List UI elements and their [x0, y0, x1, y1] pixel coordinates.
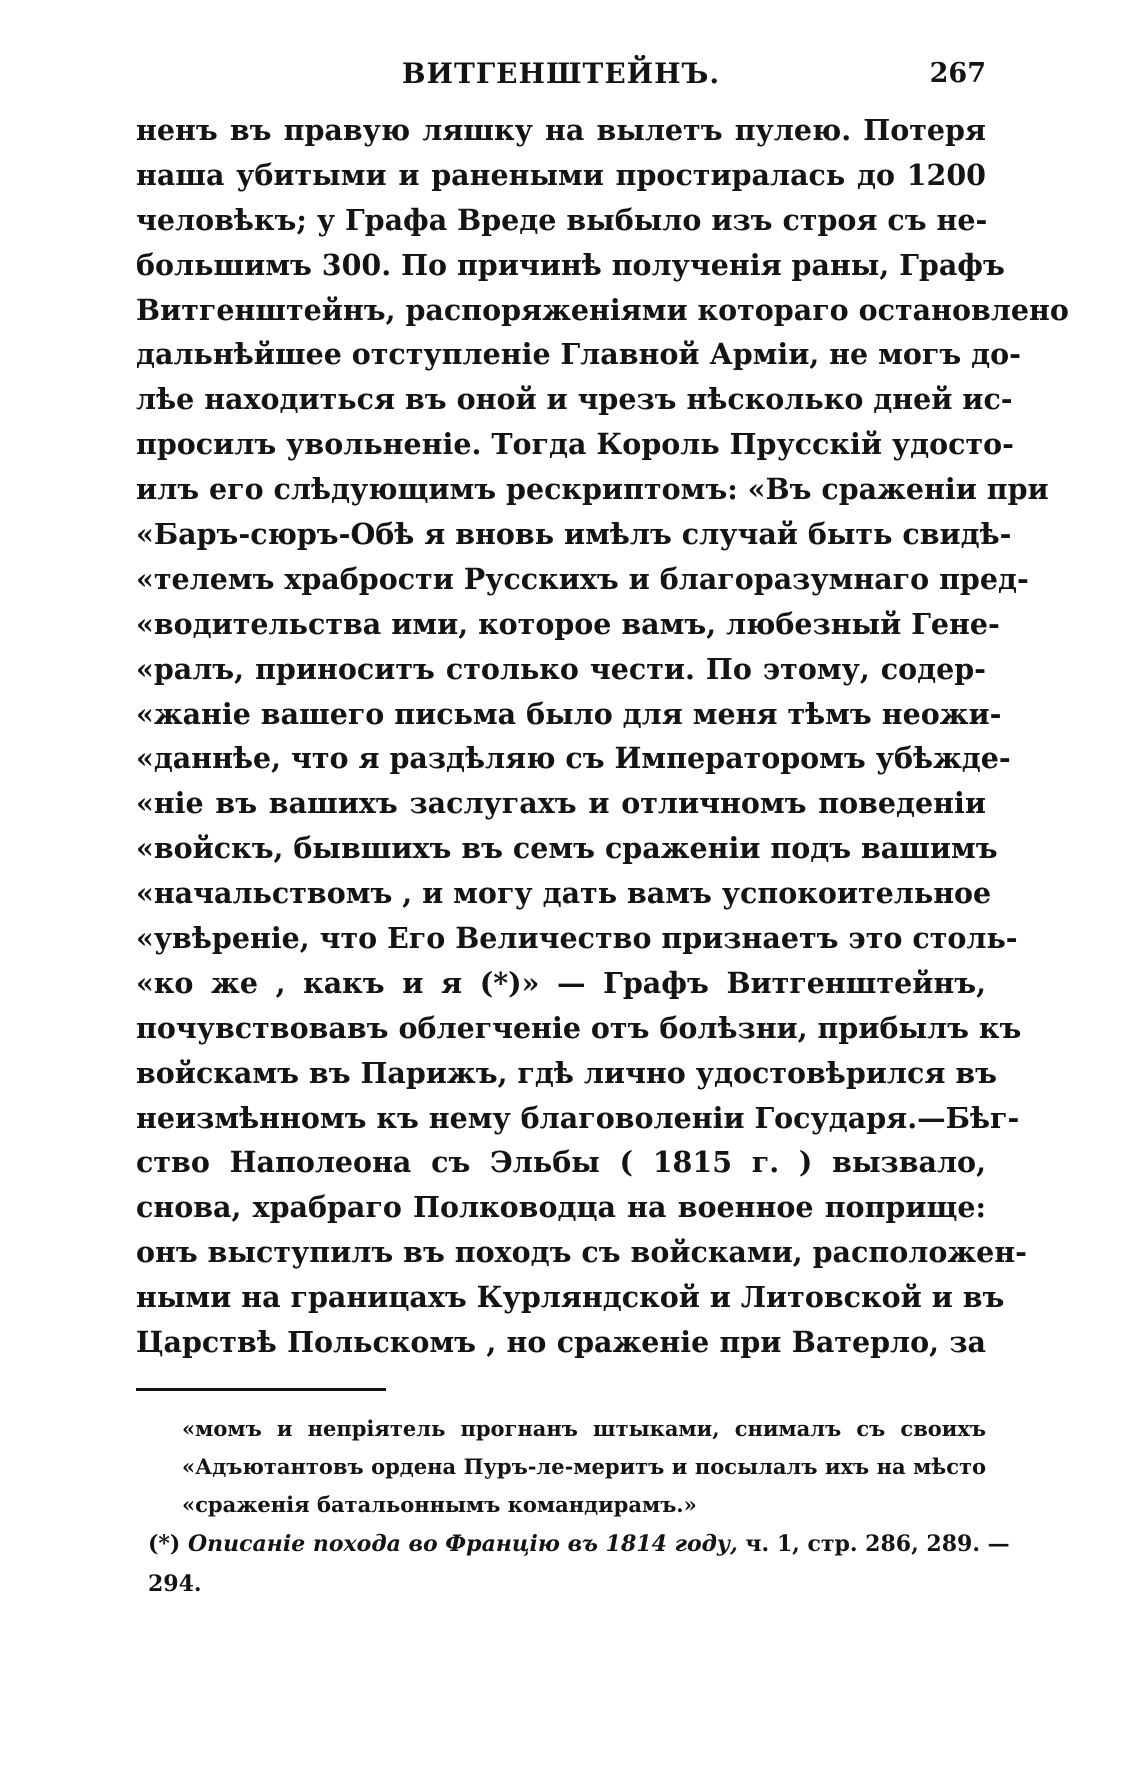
text-line: Витгенштейнъ, распоряженіями котораго остановлено [136, 292, 1069, 327]
citation-line [148, 1524, 1010, 1564]
text-line: Царствѣ Польскомъ , но сраженіе при Ватерло, за [136, 1325, 986, 1360]
main-text [136, 108, 1069, 1365]
text-line: онъ выступилъ въ походъ съ войсками, расположен- [136, 1235, 1027, 1270]
text-line: «даннѣе, что я раздѣляю съ Императоромъ убѣжде- [136, 741, 1011, 776]
text-line: человѣкъ; у Графа Вреде выбыло изъ строя съ не- [136, 202, 988, 237]
text-line: «ніе въ вашихъ заслугахъ и отличномъ поведеніи [136, 786, 986, 821]
text-line: «телемъ храбрости Русскихъ и благоразумнаго пред- [136, 561, 1029, 596]
text-line: ство Наполеона съ Эльбы ( 1815 г. ) вызвало, [136, 1145, 986, 1180]
footnote-divider [136, 1388, 386, 1391]
citation-continuation: 294. [148, 1571, 202, 1597]
text-line: «водительства ими, которое вамъ, любезный Гене- [136, 606, 1000, 641]
footnote-line: «Адъютантовъ ордена Пуръ-ле-меритъ и посылалъ ихъ на мѣсто [182, 1454, 986, 1479]
text-line: дальнѣйшее отступленіе Главной Арміи, не могъ до- [136, 337, 1021, 372]
text-line: ненъ въ правую ляшку на вылетъ пулею. Потеря [136, 113, 986, 147]
text-line: большимъ 300. По причинѣ полученія раны, Графъ [136, 247, 1005, 282]
footnote-line: «момъ и непріятель прогнанъ штыками, снималъ съ своихъ [182, 1416, 986, 1441]
text-line: просилъ увольненіе. Тогда Король Прусскій удосто- [136, 427, 1014, 462]
text-line: снова, храбраго Полководца на военное поприще: [136, 1190, 986, 1225]
text-line: наша убитыми и ранеными простиралась до 1200 [136, 157, 986, 192]
text-line: «Баръ-сюръ-Обѣ я вновь имѣлъ случай быть свидѣ- [136, 517, 1012, 552]
text-line: почувствовавъ облегченіе отъ болѣзни, прибылъ къ [136, 1010, 1022, 1045]
page-number: 267 [929, 58, 986, 89]
footnote-marker: (*) [148, 1531, 181, 1557]
text-line: неизмѣнномъ къ нему благоволеніи Государя.—Бѣг- [136, 1100, 1020, 1135]
running-title: ВИТГЕНШТЕЙНЪ. [401, 57, 721, 90]
page-header [136, 52, 986, 96]
citation-reference: ч. 1, стр. 286, 289. — [745, 1531, 1010, 1557]
footnote-line: «сраженія батальоннымъ командирамъ.» [182, 1492, 697, 1517]
footnote-continuation [182, 1410, 986, 1524]
text-line: лѣе находиться въ оной и чрезъ нѣсколько дней ис- [136, 382, 1013, 417]
text-line: «жаніе вашего письма было для меня тѣмъ неожи- [136, 696, 1002, 731]
text-line: «ралъ, приноситъ столько чести. По этому, содер- [136, 651, 986, 686]
text-line: войскамъ въ Парижъ, гдѣ лично удостовѣрился въ [136, 1055, 997, 1090]
text-line: «начальствомъ , и могу дать вамъ успокоительное [136, 876, 992, 911]
text-line: ными на границахъ Курляндской и Литовской и въ [136, 1280, 1005, 1315]
text-line: илъ его слѣдующимъ рескриптомъ: «Въ сраженіи при [136, 472, 1049, 507]
text-line: «ко же , какъ и я (*)» — Графъ Витгенштейнъ, [136, 965, 986, 1000]
citation-footnote [148, 1524, 1010, 1604]
text-line: «увѣреніе, что Его Величество признаетъ это столь- [136, 921, 1018, 956]
text-line: «войскъ, бывшихъ въ семъ сраженіи подъ вашимъ [136, 831, 998, 866]
cited-work-title: Описаніе похода во Францію въ 1814 году, [188, 1531, 738, 1557]
